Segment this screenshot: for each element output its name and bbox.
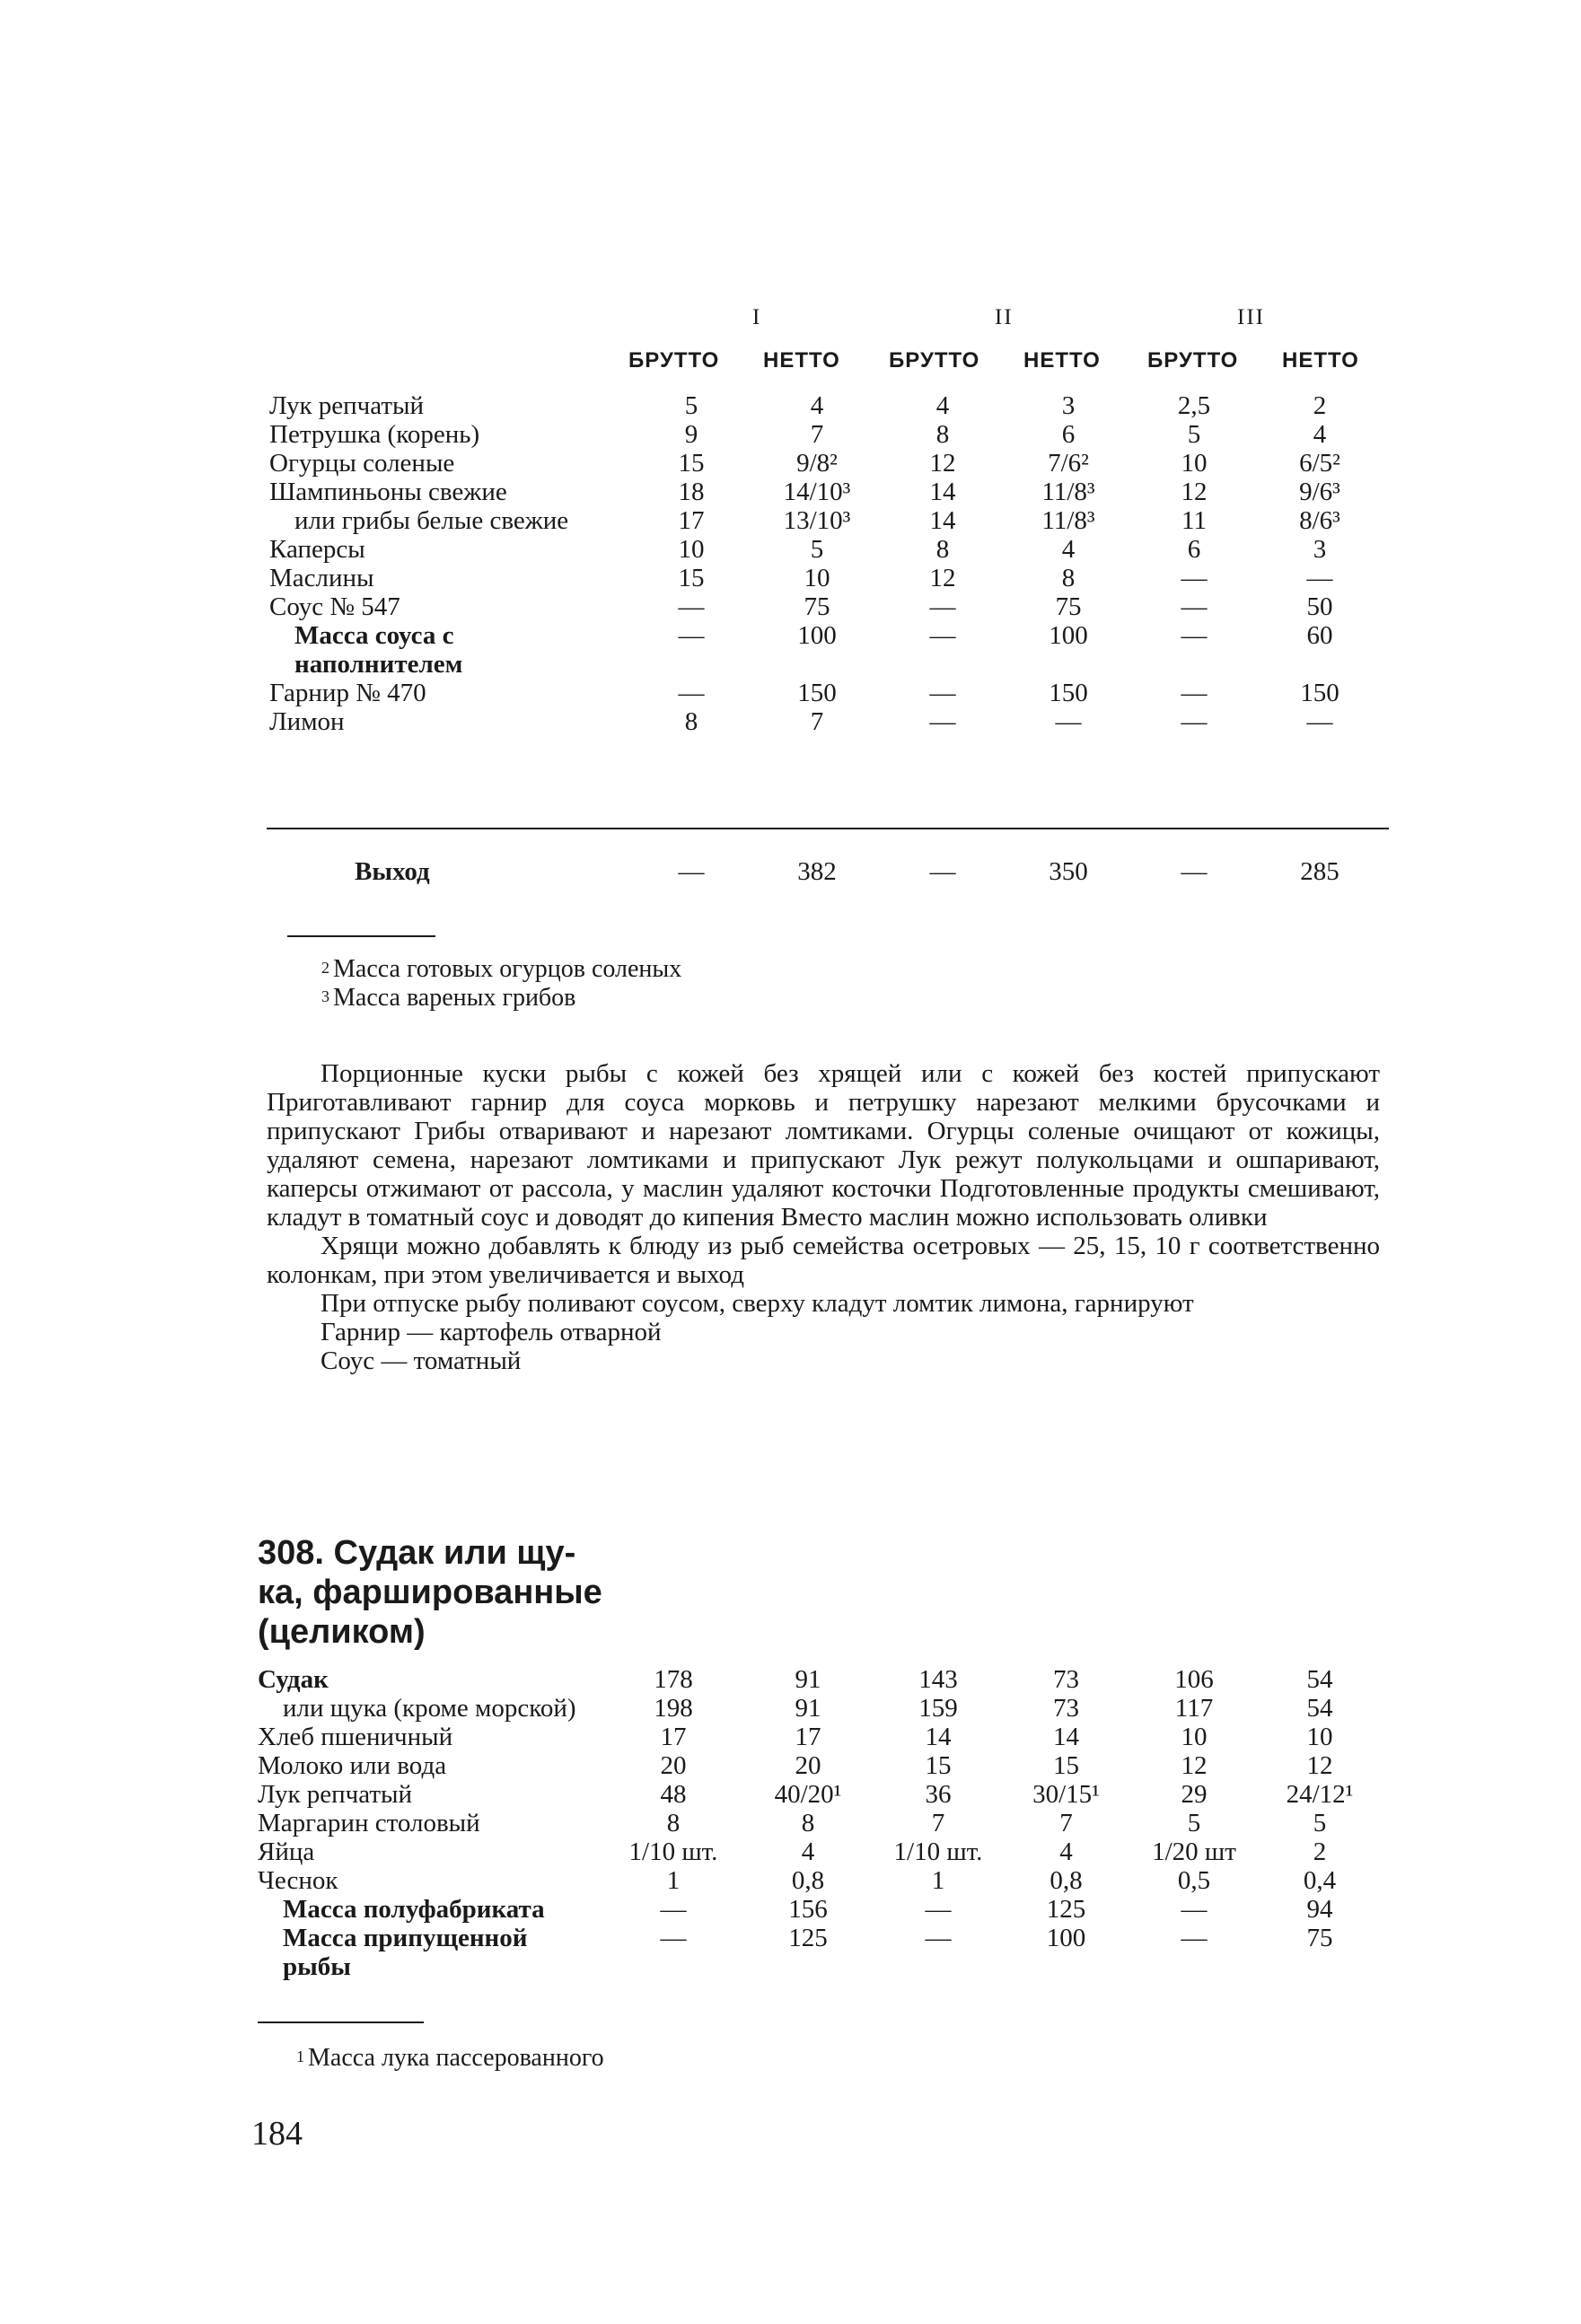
table-row — [269, 592, 1383, 621]
table-row — [258, 1665, 1383, 1694]
ingredient-value: 14 — [1053, 1723, 1079, 1751]
table-row — [269, 420, 1383, 449]
col-header-netto-2: НЕТТО — [1023, 348, 1101, 373]
table-row — [269, 506, 1383, 535]
ingredient-name: Маслины — [269, 564, 374, 592]
ingredient-name: Лук репчатый — [258, 1780, 413, 1809]
paragraph: При отпуске рыбу поливают соусом, сверху кладут ломтик лимона, гарнируют — [321, 1289, 1194, 1318]
paragraph: Гарнир — картофель отварной — [321, 1318, 662, 1346]
page-number: 184 — [251, 2115, 303, 2153]
ingredient-value: 12 — [929, 449, 956, 478]
ingredients-table-308 — [258, 1665, 1383, 1981]
recipe-308-title: 308. Судак или щу- ка, фаршированные (целиком) — [258, 1534, 602, 1651]
ingredient-value: 5 — [1313, 1809, 1327, 1837]
ingredient-name: Судак — [258, 1665, 329, 1694]
ingredient-name: Огурцы соленые — [269, 449, 455, 478]
ingredient-name: или щука (кроме морской) — [283, 1694, 576, 1723]
ingredient-value: 24/12¹ — [1286, 1780, 1354, 1809]
ingredient-value: — — [925, 1895, 952, 1924]
ingredient-value: 54 — [1306, 1665, 1333, 1694]
table-row — [269, 478, 1383, 506]
ingredient-value: — — [929, 592, 956, 621]
ingredient-value: — — [929, 707, 956, 736]
ingredient-value: 10 — [1181, 449, 1208, 478]
ingredient-value: 17 — [795, 1723, 821, 1751]
ingredient-name: Масса соуса с наполнителем — [294, 621, 463, 679]
ingredient-value: 7 — [810, 420, 824, 449]
ingredient-value: 8 — [1061, 564, 1076, 592]
ingredient-value: 20 — [660, 1751, 687, 1780]
ingredient-value: — — [1181, 564, 1208, 592]
ingredient-value: 50 — [1306, 592, 1333, 621]
ingredient-value: 8 — [684, 707, 698, 736]
ingredient-value: 1 — [931, 1866, 945, 1895]
ingredient-value: 7 — [1059, 1809, 1073, 1837]
footnote-1: $^1$ Масса лука пассерованного — [296, 2044, 604, 2072]
ingredient-value: — — [1181, 592, 1208, 621]
table-row — [258, 1866, 1383, 1895]
ingredient-value: 5 — [1187, 420, 1201, 449]
ingredient-value: 75 — [1306, 1924, 1333, 1952]
ingredient-value: 8 — [935, 420, 950, 449]
ingredient-value: 125 — [788, 1924, 828, 1952]
ingredient-name: Масса полуфабриката — [283, 1895, 545, 1924]
ingredient-name: Лук репчатый — [269, 391, 425, 420]
ingredient-value: 4 — [1061, 535, 1076, 564]
table-row — [258, 1751, 1383, 1780]
ingredient-name: Соус № 547 — [269, 592, 400, 621]
ingredient-value: 6/5² — [1299, 449, 1340, 478]
ingredient-name: Яйца — [258, 1837, 315, 1866]
ingredient-value: 15 — [678, 564, 705, 592]
ingredient-value: 14 — [925, 1723, 952, 1751]
ingredient-value: 4 — [1313, 420, 1327, 449]
ingredient-value: 1/10 шт. — [628, 1837, 718, 1866]
footnote-3: $^3$ Масса вареных грибов — [321, 984, 576, 1012]
ingredient-value: 15 — [1053, 1751, 1079, 1780]
yield-value-6: 285 — [1300, 857, 1339, 886]
col-header-netto-3: НЕТТО — [1282, 348, 1359, 373]
ingredient-value: — — [1181, 679, 1208, 707]
ingredient-value: 15 — [925, 1751, 952, 1780]
paragraph: Порционные куски рыбы с кожей без хрящей или с кожей без костей припускают Приготавливают гарнир для соуса морковь и петрушку нарезают мелкими брусочками и припускают Грибы отваривают и нарезают ломтиками. Огурцы соленые очищают от кожицы, удаляют семена, нарезают ломтиками и припускают Лук режут полукольцами и ошпаривают, каперсы отжимают от рассола, у маслин удаляют косточки Подготовленные продукты смешивают, кладут в томатный соус и доводят до кипения Вместо маслин можно использовать оливки — [267, 1059, 1380, 1232]
table-row — [258, 1723, 1383, 1751]
ingredient-value: 12 — [1306, 1751, 1333, 1780]
ingredient-name: Чеснок — [258, 1866, 338, 1895]
ingredient-value: 150 — [1049, 679, 1088, 707]
ingredient-value: 0,4 — [1303, 1866, 1337, 1895]
ingredient-value: 10 — [1306, 1723, 1333, 1751]
ingredient-value: 1/20 шт — [1152, 1837, 1236, 1866]
ingredient-name: или грибы белые свежие — [294, 506, 569, 535]
ingredient-value: 9/6³ — [1299, 478, 1340, 506]
yield-value-3: — — [929, 857, 956, 886]
ingredient-value: 10 — [678, 535, 705, 564]
table-row — [258, 1809, 1383, 1837]
ingredient-name: Гарнир № 470 — [269, 679, 426, 707]
ingredient-value: — — [1306, 707, 1333, 736]
ingredient-value: 2,5 — [1177, 391, 1211, 420]
ingredient-value: 5 — [1187, 1809, 1201, 1837]
ingredient-name: Хлеб пшеничный — [258, 1723, 453, 1751]
ingredient-value: 73 — [1053, 1694, 1079, 1723]
ingredient-value: 11/8³ — [1041, 506, 1095, 535]
ingredient-value: — — [1181, 1895, 1208, 1924]
ingredient-value: 73 — [1053, 1665, 1079, 1694]
ingredient-value: 36 — [925, 1780, 952, 1809]
ingredient-value: 3 — [1061, 391, 1076, 420]
method-text — [267, 1059, 1380, 1375]
yield-value-1: — — [678, 857, 705, 886]
ingredient-value: — — [1181, 1924, 1208, 1952]
ingredient-value: 48 — [660, 1780, 687, 1809]
table-separator — [267, 828, 1389, 829]
table-row — [258, 1895, 1383, 1924]
yield-row — [0, 857, 1581, 890]
ingredient-value: 4 — [801, 1837, 815, 1866]
table-row — [258, 1780, 1383, 1809]
group-header-1: I — [752, 305, 762, 329]
ingredient-value: — — [678, 621, 705, 650]
ingredient-value: 8/6³ — [1299, 506, 1340, 535]
ingredient-name: Маргарин столовый — [258, 1809, 480, 1837]
table-row — [269, 449, 1383, 478]
ingredient-value: 14/10³ — [783, 478, 851, 506]
footnote-2: $^2$ Масса готовых огурцов соленых — [321, 955, 682, 983]
ingredient-value: — — [660, 1924, 687, 1952]
ingredient-name: Масса припущенной рыбы — [283, 1924, 528, 1981]
footnote-rule-2 — [258, 2021, 424, 2023]
paragraph: Хрящи можно добавлять к блюду из рыб семейства осетровых — 25, 15, 10 г соответственно колонкам, при этом увеличивается и выход — [267, 1232, 1380, 1289]
ingredient-value: 91 — [795, 1694, 821, 1723]
ingredient-value: — — [929, 621, 956, 650]
ingredient-value: 8 — [935, 535, 950, 564]
ingredient-value: 100 — [1046, 1924, 1086, 1952]
ingredient-value: 6 — [1061, 420, 1076, 449]
ingredient-value: 4 — [810, 391, 824, 420]
ingredient-value: — — [1181, 707, 1208, 736]
ingredient-value: 159 — [918, 1694, 958, 1723]
ingredient-value: 75 — [1055, 592, 1082, 621]
ingredient-value: 12 — [1181, 1751, 1208, 1780]
ingredient-value: 100 — [797, 621, 837, 650]
ingredient-value: 11/8³ — [1041, 478, 1095, 506]
ingredient-value: 8 — [801, 1809, 815, 1837]
ingredient-value: 3 — [1313, 535, 1327, 564]
ingredient-value: 4 — [1059, 1837, 1073, 1866]
ingredient-value: 20 — [795, 1751, 821, 1780]
ingredient-value: 17 — [678, 506, 705, 535]
group-header-3: III — [1237, 305, 1265, 329]
ingredient-value: 178 — [654, 1665, 693, 1694]
ingredient-value: — — [678, 592, 705, 621]
ingredient-value: 13/10³ — [783, 506, 851, 535]
ingredient-value: 7/6² — [1048, 449, 1089, 478]
ingredient-value: 198 — [654, 1694, 693, 1723]
ingredient-value: 2 — [1313, 391, 1327, 420]
ingredient-name: Каперсы — [269, 535, 365, 564]
col-header-netto-1: НЕТТО — [763, 348, 840, 373]
ingredient-value: 5 — [810, 535, 824, 564]
ingredient-value: 60 — [1306, 621, 1333, 650]
table-row — [269, 564, 1383, 592]
ingredient-value: 150 — [1300, 679, 1339, 707]
ingredient-value: 7 — [810, 707, 824, 736]
table-row — [269, 535, 1383, 564]
ingredient-value: — — [678, 679, 705, 707]
group-header-2: II — [995, 305, 1014, 329]
ingredient-value: — — [1306, 564, 1333, 592]
ingredient-value: — — [660, 1895, 687, 1924]
yield-value-4: 350 — [1049, 857, 1088, 886]
col-header-brutto-1: БРУТТО — [628, 348, 720, 373]
ingredient-value: — — [1055, 707, 1082, 736]
table-row — [258, 1694, 1383, 1723]
ingredient-value: 11 — [1181, 506, 1207, 535]
ingredient-name: Молоко или вода — [258, 1751, 447, 1780]
ingredient-value: 29 — [1181, 1780, 1208, 1809]
ingredient-value: 17 — [660, 1723, 687, 1751]
ingredient-value: 12 — [929, 564, 956, 592]
ingredient-value: 143 — [918, 1665, 958, 1694]
table-row — [269, 621, 1383, 679]
ingredient-value: 1/10 шт. — [893, 1837, 983, 1866]
ingredients-table-1 — [269, 391, 1383, 736]
footnote-rule-1 — [287, 935, 435, 937]
ingredient-value: 30/15¹ — [1032, 1780, 1100, 1809]
yield-value-2: 382 — [797, 857, 837, 886]
ingredient-value: 12 — [1181, 478, 1208, 506]
ingredient-value: 5 — [684, 391, 698, 420]
ingredient-value: 6 — [1187, 535, 1201, 564]
col-header-brutto-2: БРУТТО — [889, 348, 980, 373]
ingredient-value: 8 — [666, 1809, 681, 1837]
ingredient-value: 1 — [666, 1866, 681, 1895]
col-header-brutto-3: БРУТТО — [1147, 348, 1239, 373]
ingredient-value: 7 — [931, 1809, 945, 1837]
yield-value-5: — — [1181, 857, 1208, 886]
ingredient-value: 14 — [929, 478, 956, 506]
ingredient-value: — — [929, 679, 956, 707]
ingredient-value: 9/8² — [796, 449, 838, 478]
ingredient-value: 0,8 — [1050, 1866, 1083, 1895]
table-row — [269, 679, 1383, 707]
ingredient-value: 9 — [684, 420, 698, 449]
ingredient-value: 125 — [1046, 1895, 1086, 1924]
ingredient-value: 4 — [935, 391, 950, 420]
table-row — [258, 1837, 1383, 1866]
ingredient-value: 54 — [1306, 1694, 1333, 1723]
ingredient-value: 14 — [929, 506, 956, 535]
table-row — [269, 707, 1383, 736]
ingredient-value: — — [1181, 621, 1208, 650]
ingredient-name: Шампиньоны свежие — [269, 478, 507, 506]
ingredient-value: 2 — [1313, 1837, 1327, 1866]
ingredient-value: 0,5 — [1177, 1866, 1211, 1895]
ingredient-value: 94 — [1306, 1895, 1333, 1924]
ingredient-value: 0,8 — [791, 1866, 825, 1895]
ingredient-value: 91 — [795, 1665, 821, 1694]
ingredient-value: — — [925, 1924, 952, 1952]
ingredient-value: 15 — [678, 449, 705, 478]
ingredient-value: 75 — [804, 592, 830, 621]
table-row — [258, 1924, 1383, 1981]
ingredient-value: 10 — [804, 564, 830, 592]
ingredient-value: 106 — [1174, 1665, 1214, 1694]
ingredient-value: 156 — [788, 1895, 828, 1924]
yield-label: Выход — [355, 857, 430, 886]
ingredient-value: 10 — [1181, 1723, 1208, 1751]
ingredient-value: 40/20¹ — [774, 1780, 842, 1809]
ingredient-value: 18 — [678, 478, 705, 506]
ingredient-value: 150 — [797, 679, 837, 707]
table-row — [269, 391, 1383, 420]
paragraph: Соус — томатный — [321, 1346, 522, 1375]
ingredient-name: Лимон — [269, 707, 345, 736]
ingredient-name: Петрушка (корень) — [269, 420, 480, 449]
ingredient-value: 100 — [1049, 621, 1088, 650]
ingredient-value: 117 — [1174, 1694, 1214, 1723]
